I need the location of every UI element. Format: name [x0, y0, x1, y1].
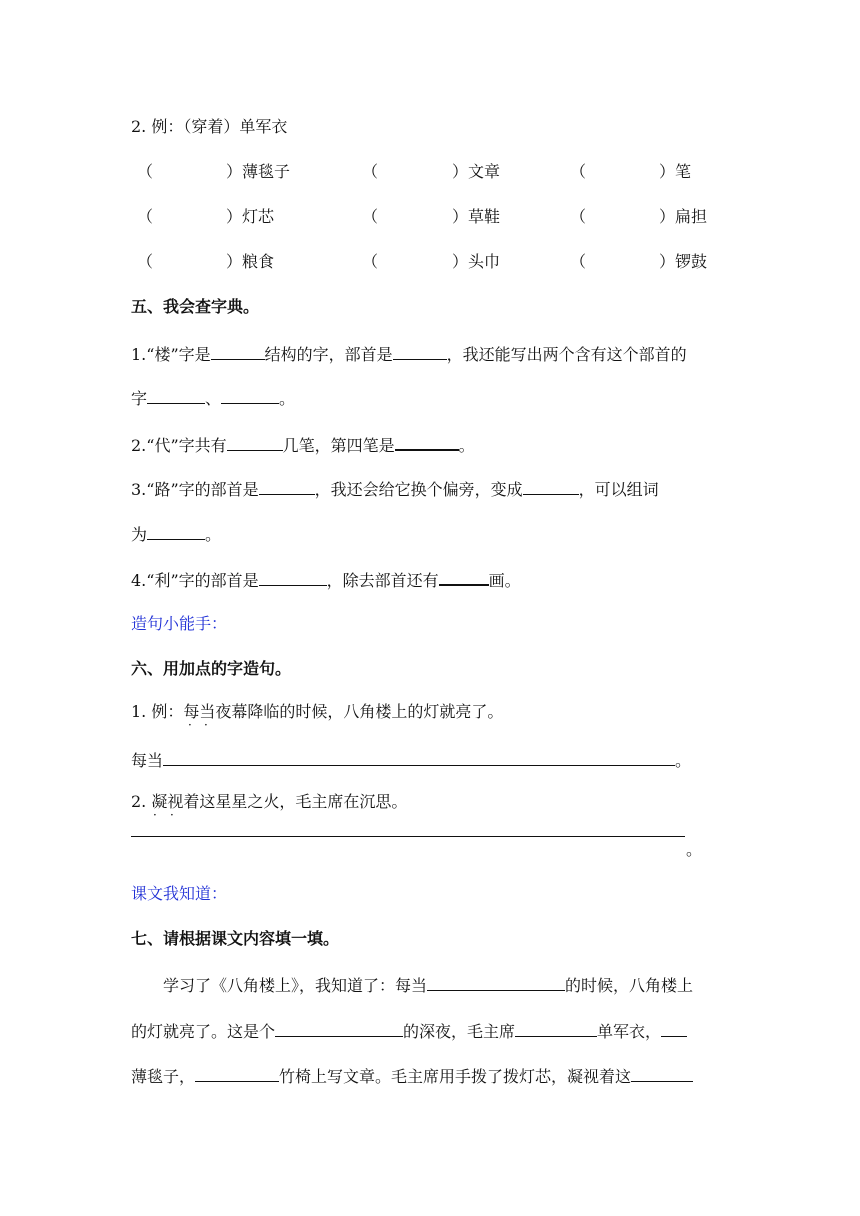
fill-blank[interactable]: [195, 1065, 279, 1082]
s7-text: 的深夜，毛主席: [403, 1022, 516, 1041]
s7-line-2: [131, 1020, 687, 1042]
label-text-knowledge: 课文我知道：: [131, 884, 228, 903]
word-blank-item: ）粮食: [226, 252, 275, 271]
section-7-heading: 七、请根据课文内容填一填。: [131, 929, 340, 948]
s5-text: ，除去部首还有: [326, 571, 439, 590]
s5-text: 。: [205, 525, 222, 544]
s5-text: ，我还能写出两个含有这个部首的: [446, 345, 687, 364]
q2-title: 2. 例：（穿着）单军衣: [131, 117, 288, 136]
fill-blank[interactable]: [515, 1020, 597, 1037]
fill-blank[interactable]: [631, 1065, 693, 1082]
s6-end: 。: [675, 751, 692, 770]
s7-text: 的灯就亮了。这是个: [131, 1022, 276, 1041]
fill-blank[interactable]: [275, 1020, 403, 1037]
s7-line-1: [163, 974, 693, 996]
fill-blank[interactable]: [523, 478, 579, 495]
s5-item-4: [131, 568, 521, 591]
s5-item-3-line-2: [131, 523, 221, 545]
s7-text: 薄毯子，: [131, 1067, 196, 1086]
paren-open: （: [137, 207, 154, 226]
s6-example-2: 2. 凝视着这星星之火，毛主席在沉思。: [131, 792, 408, 811]
section-6-heading: 六、用加点的字造句。: [131, 659, 292, 678]
emphasis-dot: ·: [153, 808, 157, 822]
s5-text: 结构的字，部首是: [264, 345, 393, 364]
s5-text: 1.“楼”字是: [131, 345, 211, 364]
s6-example-1: 1. 例：每当夜幕降临的时候，八角楼上的灯就亮了。: [131, 702, 504, 721]
emphasis-dot: ·: [204, 718, 208, 732]
s7-text: 单军衣，: [597, 1022, 662, 1041]
s6-lead: 每当: [131, 751, 164, 770]
s7-text: 竹椅上写文章。毛主席用手拨了拨灯芯，凝视着这: [279, 1067, 632, 1086]
fill-blank[interactable]: [393, 343, 447, 360]
s5-text: ，可以组词: [578, 480, 659, 499]
emphasis-dot: ·: [170, 808, 174, 822]
s5-text: 字: [131, 389, 148, 408]
paren-open: （: [570, 162, 587, 181]
s5-text: 3.“路”字的部首是: [131, 480, 259, 499]
fill-blank[interactable]: [221, 387, 279, 404]
s5-text: 、: [205, 389, 222, 408]
s5-text: ，我还会给它换个偏旁，变成: [314, 480, 523, 499]
fill-blank[interactable]: [259, 569, 327, 586]
fill-blank[interactable]: [427, 974, 565, 991]
fill-blank[interactable]: [227, 434, 283, 451]
s5-text: 画。: [488, 571, 521, 590]
section-5-heading: 五、我会查字典。: [131, 297, 260, 316]
fill-blank[interactable]: [211, 343, 265, 360]
answer-line[interactable]: [131, 836, 685, 837]
paren-open: （: [570, 252, 587, 271]
s5-text: 为: [131, 525, 148, 544]
word-blank-item: ）薄毯子: [226, 162, 291, 181]
s5-text: 。: [458, 436, 475, 455]
paren-open: （: [362, 162, 379, 181]
fill-blank[interactable]: [259, 478, 315, 495]
fill-blank[interactable]: [395, 433, 459, 451]
paren-open: （: [362, 252, 379, 271]
paren-open: （: [137, 252, 154, 271]
s5-item-1-line-1: [131, 343, 687, 365]
paren-open: （: [137, 162, 154, 181]
s6-end: 。: [686, 840, 703, 859]
answer-line[interactable]: [163, 749, 675, 766]
label-sentence-making: 造句小能手：: [131, 614, 228, 633]
s7-text: 学习了《八角楼上》，我知道了：每当: [163, 976, 428, 995]
word-blank-item: ）笔: [659, 162, 692, 181]
s6-answer-1: [131, 749, 691, 771]
s5-text: 2.“代”字共有: [131, 436, 227, 455]
s5-item-2: [131, 433, 475, 456]
s5-text: 几笔，第四笔是: [282, 436, 395, 455]
fill-blank[interactable]: [661, 1020, 687, 1037]
s5-item-3-line-1: [131, 478, 659, 500]
paren-open: （: [570, 207, 587, 226]
s5-item-1-line-2: [131, 387, 295, 409]
word-blank-item: ）草鞋: [452, 207, 501, 226]
s5-text: 。: [279, 389, 296, 408]
word-blank-item: ）文章: [452, 162, 501, 181]
word-blank-item: ）锣鼓: [659, 252, 708, 271]
word-blank-item: ）灯芯: [226, 207, 275, 226]
s7-text: 的时候，八角楼上: [565, 976, 694, 995]
word-blank-item: ）扁担: [659, 207, 708, 226]
fill-blank[interactable]: [147, 523, 205, 540]
fill-blank[interactable]: [147, 387, 205, 404]
s5-text: 4.“利”字的部首是: [131, 571, 259, 590]
emphasis-dot: ·: [188, 718, 192, 732]
word-blank-item: ）头巾: [452, 252, 501, 271]
s7-line-3: [131, 1065, 693, 1087]
fill-blank[interactable]: [439, 568, 489, 586]
paren-open: （: [362, 207, 379, 226]
